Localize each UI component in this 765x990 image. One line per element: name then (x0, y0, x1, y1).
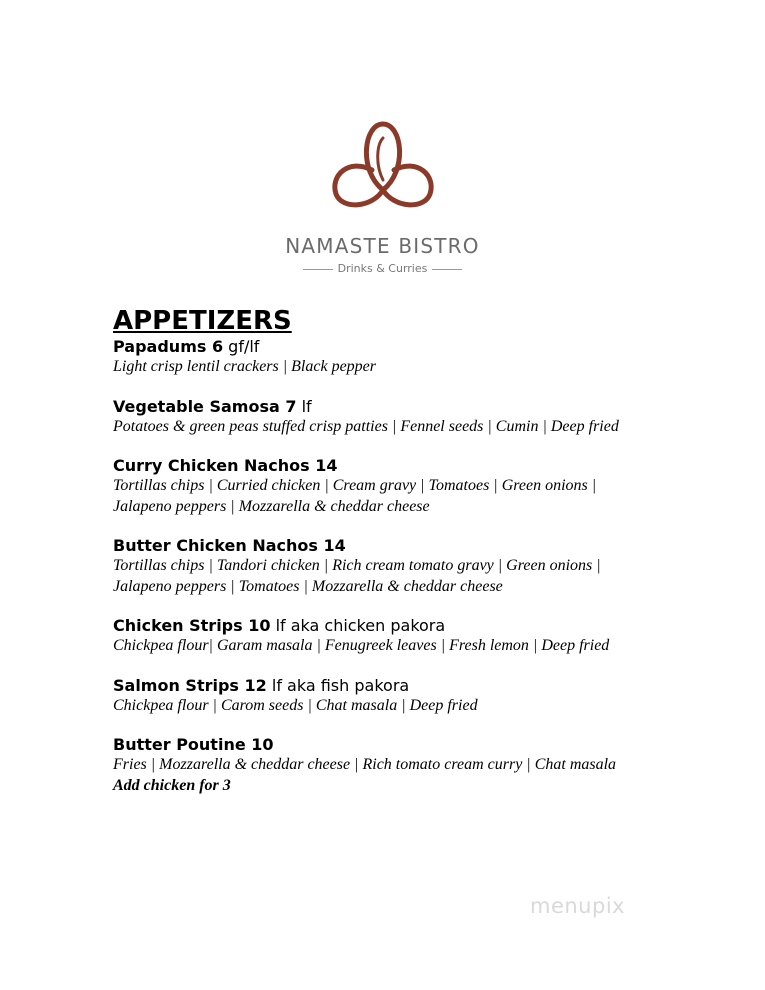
brand-name: NAMASTE BISTRO (285, 234, 480, 258)
menu-item (113, 616, 658, 657)
menu-item-name: Butter Chicken Nachos 14 (113, 536, 346, 555)
menu-item-description: Fries | Mozzarella & cheddar cheese | Rich tomato cream curry | Chat masala (113, 756, 617, 773)
menu-section-appetizers (113, 305, 658, 815)
menu-item-description: Tortillas chips | Tandori chicken | Rich cream tomato gravy | Green onions | Jalapeno peppers | Tomatoes | Mozzarella & cheddar cheese (113, 557, 601, 595)
menu-item-heading (113, 676, 658, 696)
menu-item-description: Chickpea flour | Carom seeds | Chat masala | Deep fried (113, 696, 478, 714)
menu-item-heading (113, 536, 658, 556)
menu-item-heading (113, 735, 658, 755)
menu-item-addon: Add chicken for 3 (113, 776, 231, 794)
brand-tagline-row (0, 262, 765, 276)
menu-item (113, 676, 658, 717)
menu-item-heading (113, 397, 658, 417)
menu-item-description: Potatoes & green peas stuffed crisp patties | Fennel seeds | Cumin | Deep fried (113, 417, 619, 435)
menu-item-heading (113, 616, 658, 636)
menu-item-name: Chicken Strips 10 (113, 616, 271, 635)
menu-item-name: Vegetable Samosa 7 (113, 396, 297, 416)
brand-tagline: Drinks & Curries (337, 262, 428, 275)
menu-item-description: Chickpea flour| Garam masala | Fenugreek leaves | Fresh lemon | Deep fried (113, 637, 610, 654)
menu-item-tags: lf (296, 396, 312, 416)
menu-item (113, 456, 658, 517)
menu-item-heading (113, 337, 658, 357)
menu-item-tags: lf aka fish pakora (266, 675, 410, 695)
menu-item-name: Salmon Strips 12 (113, 675, 267, 695)
menu-item-tags: lf aka chicken pakora (270, 616, 446, 635)
tagline-left-rule (303, 269, 333, 270)
menu-item-name: Butter Poutine 10 (113, 735, 274, 754)
lotus-logo-icon (328, 118, 438, 214)
menu-item (113, 397, 658, 438)
menu-item-name: Curry Chicken Nachos 14 (113, 456, 338, 475)
brand-logo (0, 118, 765, 276)
tagline-right-rule (432, 269, 462, 270)
watermark-text: menupix (530, 894, 626, 918)
menu-item (113, 337, 658, 378)
menu-item (113, 735, 658, 796)
menu-item (113, 536, 658, 597)
menu-item-description: Tortillas chips | Curried chicken | Cream gravy | Tomatoes | Green onions | Jalapeno peppers | Mozzarella & cheddar cheese (113, 477, 597, 515)
menu-item-description: Light crisp lentil crackers | Black pepper (113, 358, 377, 375)
menu-item-name: Papadums 6 (113, 337, 224, 356)
menu-item-heading (113, 456, 658, 476)
section-title: APPETIZERS (113, 306, 292, 336)
menu-item-tags: gf/lf (223, 337, 260, 356)
